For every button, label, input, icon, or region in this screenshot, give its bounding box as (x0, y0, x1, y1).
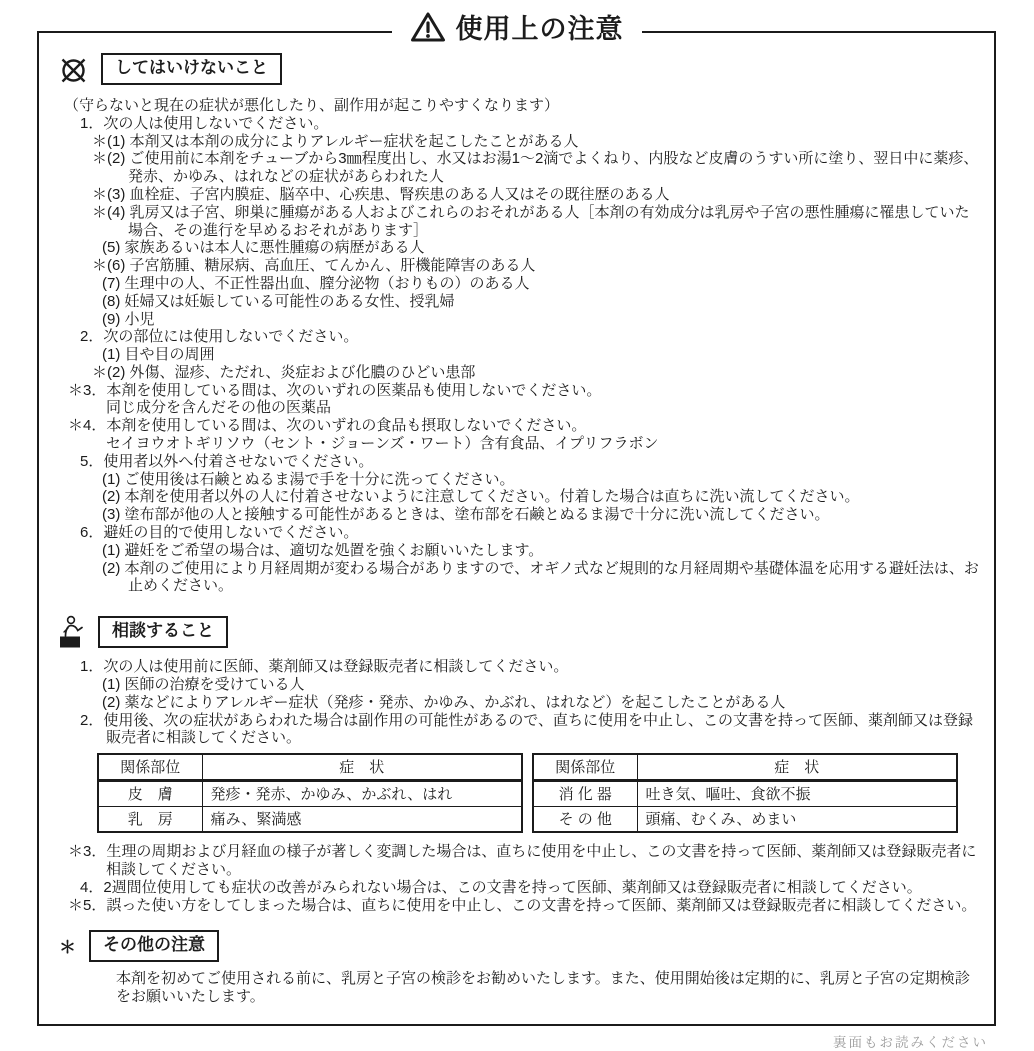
table-cell: 吐き気、嘔吐、食欲不振 (637, 780, 957, 806)
text-line: 本剤を初めてご使用される前に、乳房と子宮の検診をお勧めいたします。また、使用開始後は定期的に、乳房と子宮の定期検診をお願いいたします。 (116, 970, 970, 1006)
table-header-row (533, 754, 957, 780)
text-line: ＊3．本剤を使用している間は、次のいずれの医薬品も使用しないでください。 (68, 381, 602, 399)
text-line: 同じ成分を含んだその他の医薬品 (106, 399, 332, 417)
text-line: 5．使用者以外へ付着させないでください。 (80, 452, 374, 470)
table-row (533, 806, 957, 832)
table-cell: 乳 房 (98, 806, 202, 832)
consult-header (59, 615, 980, 648)
text-line: 6．避妊の目的で使用しないでください。 (80, 524, 359, 542)
text-line: (1) 目や目の周囲 (102, 346, 215, 364)
document-border-frame (37, 14, 996, 1026)
text-line: 2．使用後、次の症状があらわれた場合は副作用の可能性があるので、直ちに使用を中止し、この文書を持って医師、薬剤師又は登録販売者に相談してください。 (80, 711, 974, 747)
section-consult (64, 615, 980, 914)
text-line: （守らないと現在の症状が悪化したり、副作用が起こりやすくなります） (64, 96, 560, 114)
text-line: セイヨウオトギリソウ（セント・ジョーンズ・ワート）含有食品、イプリフラボン (106, 435, 659, 453)
text-line: (2) 本剤を使用者以外の人に付着させないように注意してください。付着した場合は直ちに洗い流してください。 (102, 488, 860, 506)
table-cell: 頭痛、むくみ、めまい (637, 806, 957, 832)
document-content (39, 33, 994, 1006)
table-cell: そ の 他 (533, 806, 637, 832)
text-line: (1) ご使用後は石鹸とぬるま湯で手を十分に洗ってください。 (102, 470, 515, 488)
text-line: 4．2週間位使用しても症状の改善がみられない場合は、この文書を持って医師、薬剤師又は登録販売者に相談してください。 (80, 878, 922, 896)
document-title (392, 7, 642, 46)
table-header-cell: 症 状 (202, 754, 522, 780)
text-line: 1．次の人は使用しないでください。 (80, 114, 329, 132)
text-line: ＊5．誤った使い方をしてしまった場合は、直ちに使用を中止し、この文書を持って医師、薬剤師又は登録販売者に相談してください。 (68, 896, 977, 914)
table-header-cell: 症 状 (637, 754, 957, 780)
table-header-row (98, 754, 522, 780)
donts-header (59, 53, 980, 85)
consult-label: 相談すること (98, 616, 228, 648)
consult-lines-before-table (64, 658, 980, 747)
text-line: (2) 薬などによりアレルギー症状（発疹・発赤、かゆみ、かぶれ、はれなど）を起こしたことがある人 (102, 693, 786, 711)
asterisk-marker: ＊ (59, 938, 76, 958)
footer-note: 裏面もお読みください (833, 1035, 988, 1050)
symptom-table-right (532, 753, 958, 833)
text-line: ＊(3) 血栓症、子宮内膜症、脳卒中、心疾患、腎疾患のある人又はその既往歴のある人 (92, 185, 670, 203)
symptom-tables (97, 753, 980, 833)
pharmacist-counter-icon (59, 615, 85, 648)
table-cell: 発疹・発赤、かゆみ、かぶれ、はれ (202, 780, 522, 806)
table-header-cell: 関係部位 (533, 754, 637, 780)
page-title-text: 使用上の注意 (455, 14, 624, 44)
other-lines (64, 970, 980, 1006)
text-line: ＊(1) 本剤又は本剤の成分によりアレルギー症状を起こしたことがある人 (92, 132, 579, 150)
prohibition-icon (59, 56, 88, 85)
table-row (98, 806, 522, 832)
text-line: (3) 塗布部が他の人と接触する可能性があるときは、塗布部を石鹸とぬるま湯で十分に洗い流してください。 (102, 506, 830, 524)
consult-lines-after-table (64, 843, 980, 914)
other-header (59, 930, 980, 962)
table-header-cell: 関係部位 (98, 754, 202, 780)
text-line: (2) 本剤のご使用により月経周期が変わる場合がありますので、オギノ式など規則的な月経周期や基礎体温を応用する避妊法は、お止めください。 (102, 559, 979, 595)
section-other (59, 930, 980, 1006)
donts-label: してはいけないこと (101, 53, 282, 85)
section-donts (64, 53, 980, 595)
text-line: (1) 医師の治療を受けている人 (102, 676, 305, 694)
text-line: 1．次の人は使用前に医師、薬剤師又は登録販売者に相談してください。 (80, 658, 569, 676)
text-line: (7) 生理中の人、不正性器出血、膣分泌物（おりもの）のある人 (102, 274, 530, 292)
table-cell: 痛み、緊満感 (202, 806, 522, 832)
table-row (533, 780, 957, 806)
other-label: その他の注意 (89, 930, 219, 962)
text-line: ＊4．本剤を使用している間は、次のいずれの食品も摂取しないでください。 (68, 417, 587, 435)
table-row (98, 780, 522, 806)
text-line: ＊3．生理の周期および月経血の様子が著しく変調した場合は、直ちに使用を中止し、この文書を持って医師、薬剤師又は登録販売者に相談してください。 (68, 843, 977, 879)
donts-lines (64, 97, 980, 595)
text-line: (1) 避妊をご希望の場合は、適切な処置を強くお願いいたします。 (102, 541, 544, 559)
table-cell: 皮 膚 (98, 780, 202, 806)
text-line: ＊(4) 乳房又は子宮、卵巣に腫瘍がある人およびこれらのおそれがある人［本剤の有効成分は乳房や子宮の悪性腫瘍に罹患していた場合、その進行を早めるおそれがあります］ (92, 203, 970, 239)
warning-triangle-icon (410, 11, 446, 43)
text-line: ＊(6) 子宮筋腫、糖尿病、高血圧、てんかん、肝機能障害のある人 (92, 257, 536, 275)
table-cell: 消 化 器 (533, 780, 637, 806)
text-line: ＊(2) 外傷、湿疹、ただれ、炎症および化膿のひどい患部 (92, 363, 476, 381)
text-line: ＊(2) ご使用前に本剤をチューブから3㎜程度出し、水又はお湯1～2滴でよくねり、内股など皮膚のうすい所に塗り、翌日中に薬疹、発赤、かゆみ、はれなどの症状があらわれた人 (92, 150, 979, 186)
symptom-table-left (97, 753, 523, 833)
text-line: (8) 妊婦又は妊娠している可能性のある女性、授乳婦 (102, 292, 455, 310)
text-line: 2．次の部位には使用しないでください。 (80, 328, 359, 346)
text-line: (9) 小児 (102, 310, 155, 328)
text-line: (5) 家族あるいは本人に悪性腫瘍の病歴がある人 (102, 239, 425, 257)
